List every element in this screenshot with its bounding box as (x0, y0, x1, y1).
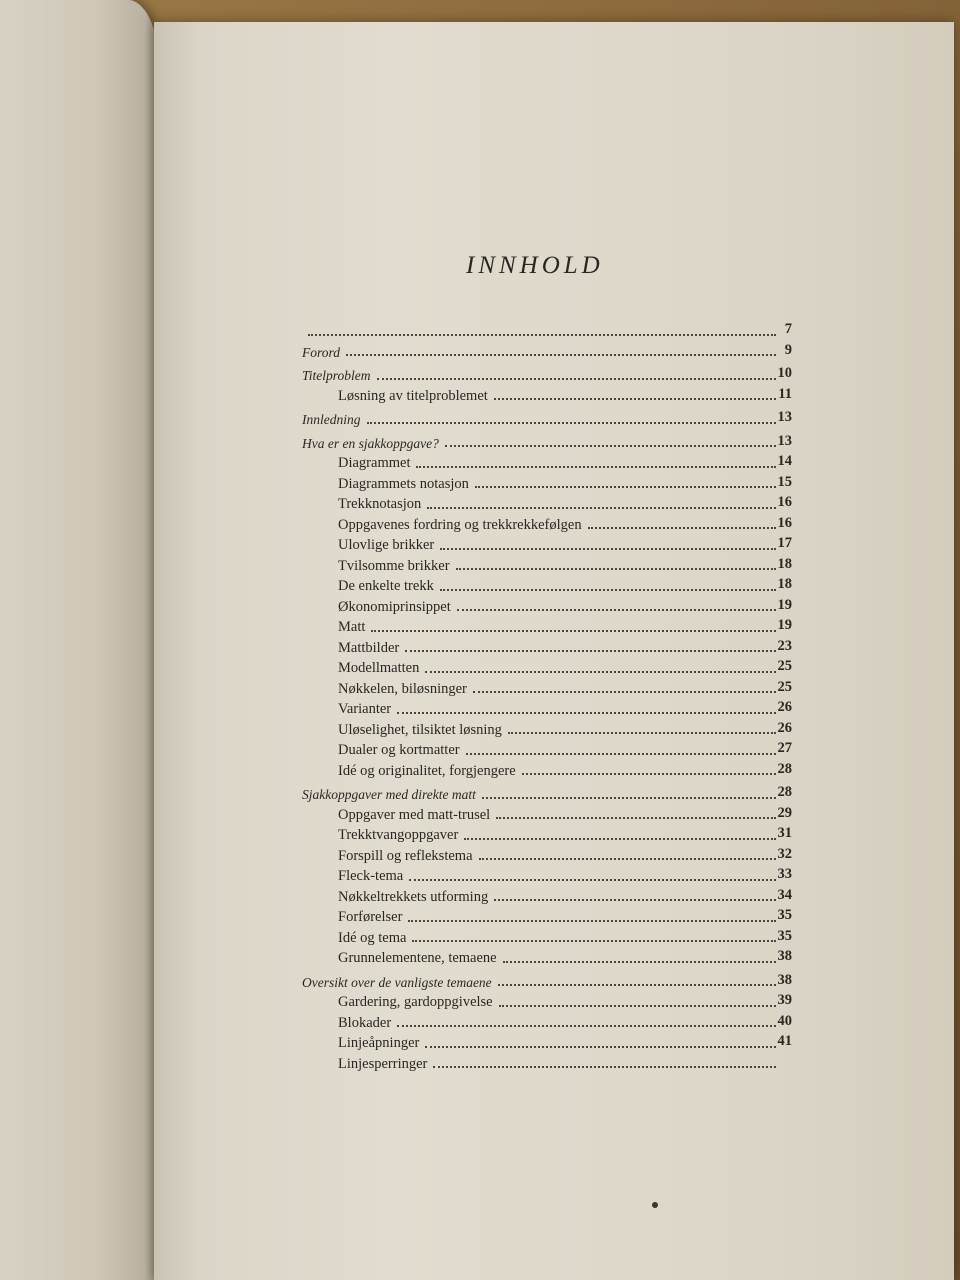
toc-entry (302, 491, 802, 512)
toc-entry-label: Forspill og reflekstema (338, 847, 473, 864)
dot-leader (408, 919, 776, 922)
dot-leader (466, 752, 776, 755)
toc-entry-label: Trekknotasjon (338, 496, 422, 512)
toc-entry-page: 38 (777, 971, 792, 988)
toc-entry-page: 26 (777, 719, 792, 736)
dot-leader (412, 939, 776, 942)
toc-entry (302, 696, 802, 717)
toc-entry-page: 26 (777, 699, 792, 715)
dot-leader (499, 1004, 776, 1007)
toc-entry-label: Trekktvangoppgaver (338, 827, 459, 843)
toc-entry-page: 15 (777, 473, 792, 490)
dot-leader (308, 333, 776, 336)
dot-leader (416, 465, 776, 468)
dot-leader (508, 731, 776, 734)
toc-entry (302, 781, 802, 802)
dot-leader (367, 421, 777, 424)
dot-leader (522, 772, 776, 775)
toc-entry-label: Uløselighet, tilsiktet løsning (338, 721, 502, 738)
toc-entry-page: 25 (777, 678, 792, 695)
toc-entry (302, 945, 802, 966)
toc-entry (302, 383, 802, 404)
toc-entry-page: 35 (777, 907, 792, 923)
toc-entry-page: 28 (777, 760, 792, 777)
toc-entry-label: Diagrammet (338, 455, 411, 471)
toc-entry (302, 1010, 802, 1031)
toc-entry (302, 339, 802, 360)
toc-entry-label: Diagrammets notasjon (338, 475, 469, 492)
dot-leader (405, 649, 776, 652)
dot-leader (440, 547, 776, 550)
toc-entry-page: 16 (777, 494, 792, 510)
toc-entry-label: Ulovlige brikker (338, 537, 435, 553)
toc-entry (302, 758, 802, 779)
toc-entry (302, 594, 802, 615)
toc-entry-page: 19 (777, 617, 792, 633)
toc-entry-page: 18 (777, 555, 792, 572)
toc-entry (302, 655, 802, 676)
toc-entry (302, 989, 802, 1010)
dot-leader (473, 690, 776, 693)
dot-leader (425, 1045, 776, 1048)
toc-entry-label: Linjesperringer (338, 1055, 428, 1072)
toc-entry (302, 802, 802, 823)
toc-entry (302, 471, 802, 492)
toc-entry-label: Idé og tema (338, 929, 407, 946)
toc-entry-label: Modellmatten (338, 660, 420, 676)
toc-entry-label: Dualer og kortmatter (338, 742, 460, 758)
toc-entry (302, 843, 802, 864)
dot-leader (377, 377, 776, 380)
toc-entry-page: 41 (777, 1033, 792, 1049)
toc-entry-page: 17 (777, 535, 792, 551)
dot-leader (456, 567, 776, 570)
dot-leader (346, 353, 776, 356)
toc-entry-page: 13 (777, 409, 792, 425)
toc-entry (302, 822, 802, 843)
dot-leader (371, 629, 776, 632)
toc-entry-label: Fleck-tema (338, 868, 404, 884)
toc-entry-label: Linjeåpninger (338, 1035, 420, 1051)
toc-entry-page: 34 (777, 886, 792, 903)
toc-entry (302, 1030, 802, 1051)
toc-entry (302, 450, 802, 471)
dot-leader (482, 796, 776, 799)
toc-entry-label: Økonomiprinsippet (338, 598, 451, 615)
toc-entry-label: Oversikt over de vanligste temaene (302, 974, 492, 990)
toc-entry-label: Oppgaver med matt-trusel (338, 806, 491, 823)
dot-leader (440, 588, 776, 591)
dot-leader (445, 444, 776, 447)
dot-leader (425, 670, 776, 673)
toc-entry-label: Forord (302, 344, 341, 360)
dot-leader (464, 837, 776, 840)
toc-entry-page: 31 (777, 825, 792, 841)
toc-entry-page: 19 (777, 596, 792, 613)
toc-entry (302, 362, 802, 383)
toc-entry-page: 28 (777, 784, 792, 800)
dot-leader (588, 526, 776, 529)
dot-leader (503, 960, 776, 963)
toc-entry-label: Nøkkelen, biløsninger (338, 680, 467, 697)
toc-entry-label: Matt (338, 619, 366, 635)
toc-entry (302, 969, 802, 990)
toc-entry-page: 27 (777, 740, 792, 756)
toc-entry (302, 925, 802, 946)
dot-leader (457, 608, 776, 611)
toc-entry-page: 14 (777, 453, 792, 469)
dot-leader (479, 857, 776, 860)
toc-entry-page: 39 (777, 992, 792, 1008)
toc-entry (302, 614, 802, 635)
toc-entry (302, 717, 802, 738)
toc-entry-page: 25 (777, 658, 792, 674)
toc-entry (302, 430, 802, 451)
toc-entry (302, 1051, 802, 1072)
dot-leader (397, 711, 776, 714)
dot-leader (433, 1065, 776, 1068)
toc-entry-page: 13 (777, 432, 792, 449)
toc-entry-label: Grunnelementene, temaene (338, 950, 497, 966)
toc-entry-label: Gardering, gardoppgivelse (338, 994, 493, 1010)
toc-entry-page: 32 (777, 845, 792, 862)
dot-leader (494, 397, 776, 400)
toc-entry-page: 35 (777, 927, 792, 944)
dot-leader (427, 506, 776, 509)
toc-entry (302, 676, 802, 697)
toc-entry-label: Sjakkoppgaver med direkte matt (302, 787, 476, 802)
table-of-contents (302, 318, 802, 1071)
toc-entry-label: Forførelser (338, 909, 403, 925)
toc-entry (302, 318, 802, 339)
toc-entry (302, 904, 802, 925)
toc-entry-label: Titelproblem (302, 368, 371, 383)
toc-entry-label: Innledning (302, 412, 361, 427)
toc-entry-page: 29 (777, 804, 792, 821)
dot-leader (409, 878, 776, 881)
toc-entry (302, 737, 802, 758)
dot-leader (494, 898, 776, 901)
toc-entry (302, 553, 802, 574)
paper-speck (652, 1202, 658, 1208)
dot-leader (397, 1024, 776, 1027)
toc-entry (302, 635, 802, 656)
toc-entry-label: Løsning av titelproblemet (338, 387, 488, 404)
toc-entry-page: 38 (777, 948, 792, 964)
dot-leader (475, 485, 776, 488)
toc-entry-label: Varianter (338, 701, 392, 717)
toc-entry-label: Blokader (338, 1014, 392, 1031)
toc-entry-page: 9 (784, 341, 792, 358)
dot-leader (496, 816, 776, 819)
toc-entry (302, 512, 802, 533)
toc-entry-page: 40 (777, 1012, 792, 1029)
toc-entry-label: Tvilsomme brikker (338, 557, 450, 574)
left-page (0, 0, 158, 1280)
toc-entry-page: 11 (778, 385, 792, 402)
toc-entry-label: Nøkkeltrekkets utforming (338, 888, 489, 905)
toc-entry-label: Hva er en sjakkoppgave? (302, 435, 439, 451)
toc-entry-page: 23 (777, 637, 792, 654)
toc-entry-label: De enkelte trekk (338, 578, 434, 594)
toc-entry (302, 884, 802, 905)
toc-entry-page: 16 (777, 514, 792, 531)
toc-entry-page: 7 (784, 321, 792, 337)
toc-entry-label: Mattbilder (338, 639, 400, 656)
toc-entry-label: Idé og originalitet, forgjengere (338, 762, 516, 779)
toc-entry (302, 573, 802, 594)
dot-leader (498, 983, 776, 986)
toc-entry-page: 10 (777, 365, 792, 381)
toc-entry (302, 406, 802, 427)
page-title: INNHOLD (466, 252, 604, 279)
toc-entry (302, 532, 802, 553)
toc-entry-page: 18 (777, 576, 792, 592)
toc-entry-page: 33 (777, 866, 792, 882)
toc-entry (302, 863, 802, 884)
toc-entry-label: Oppgavenes fordring og trekkrekkefølgen (338, 516, 582, 533)
